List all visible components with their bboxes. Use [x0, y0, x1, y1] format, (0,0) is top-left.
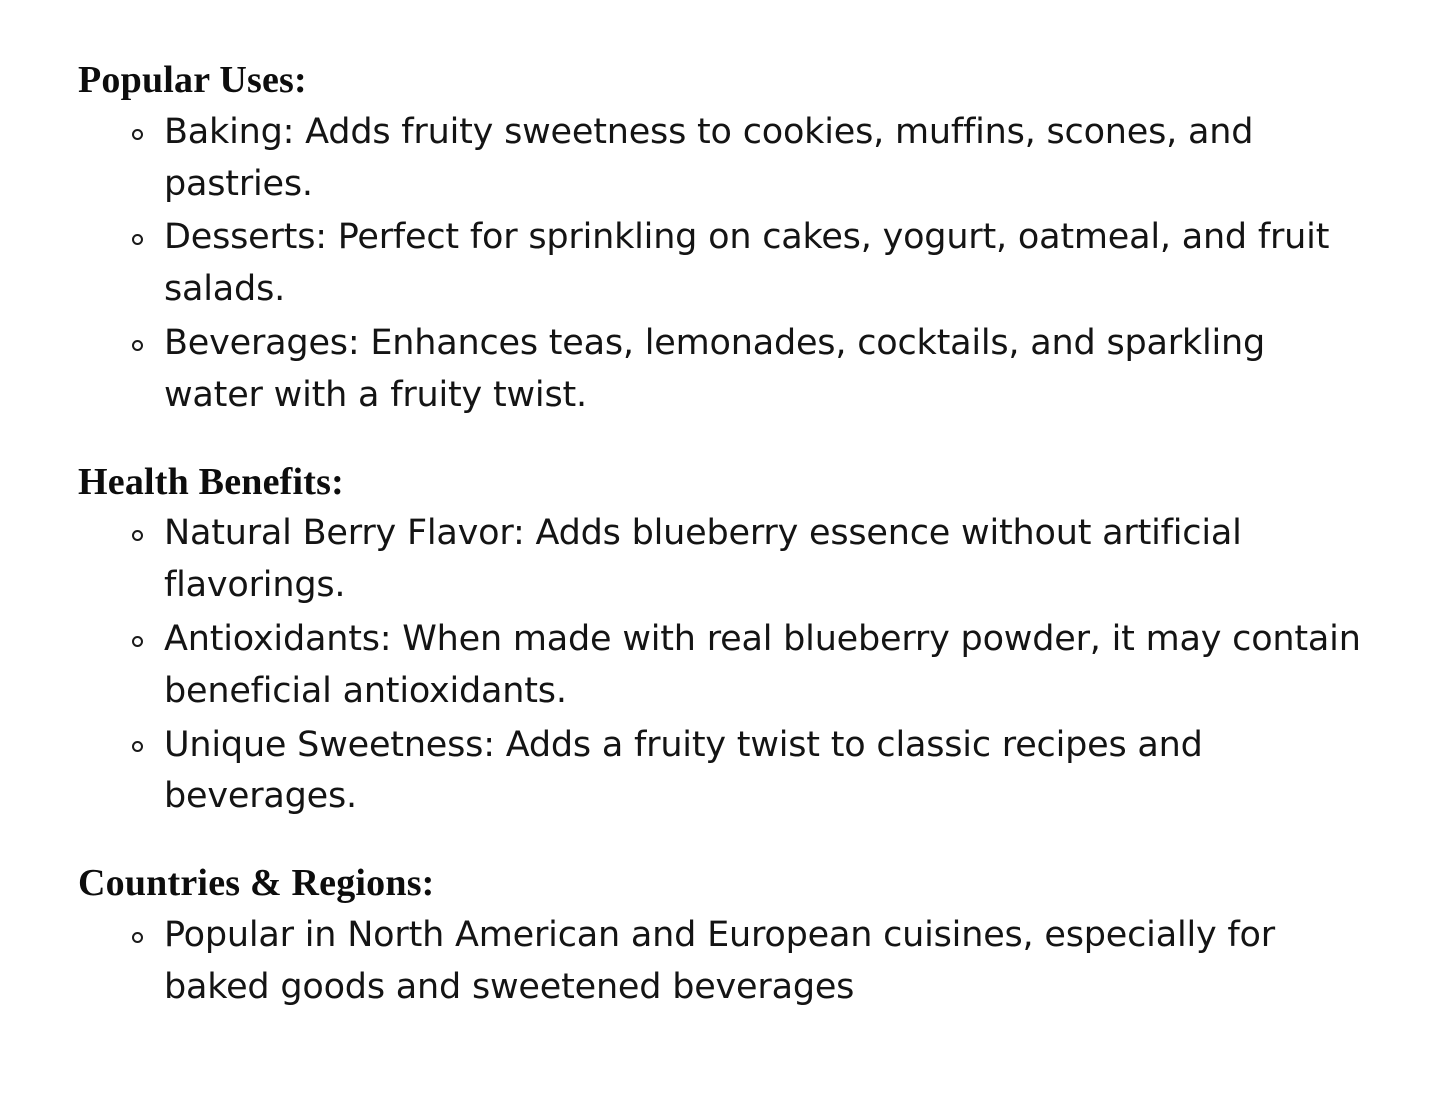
bullet-circle-icon	[132, 636, 143, 647]
bullet-circle-icon	[132, 234, 143, 245]
list-item-text: Beverages: Enhances teas, lemonades, cocktails, and sparkling water with a fruity twist.	[164, 323, 1266, 415]
list-item	[126, 720, 1365, 824]
section-popular-uses	[78, 58, 1365, 422]
section-countries-regions	[78, 861, 1365, 1013]
list-item-text: Baking: Adds fruity sweetness to cookies, muffins, scones, and pastries.	[164, 111, 1254, 204]
list-item	[126, 508, 1365, 612]
bullet-circle-icon	[132, 340, 143, 351]
bullet-circle-icon	[132, 129, 143, 140]
section-heading-popular-uses: Popular Uses:	[78, 59, 307, 101]
bullet-circle-icon	[132, 741, 143, 752]
list-health-benefits	[78, 508, 1365, 823]
list-item	[126, 212, 1365, 316]
list-item-text: Desserts: Perfect for sprinkling on cakes, yogurt, oatmeal, and fruit salads.	[164, 217, 1330, 310]
list-item-text: Antioxidants: When made with real blueberry powder, it may contain beneficial antioxidants.	[164, 619, 1361, 711]
section-heading-health-benefits: Health Benefits:	[78, 460, 344, 503]
list-countries-regions	[78, 910, 1365, 1014]
list-item-text: Unique Sweetness: Adds a fruity twist to classic recipes and beverages.	[164, 724, 1203, 817]
section-health-benefits	[78, 460, 1365, 824]
list-item	[126, 614, 1365, 718]
list-item-text: Natural Berry Flavor: Adds blueberry essence without artificial flavorings.	[164, 513, 1242, 606]
list-item	[126, 318, 1365, 422]
list-popular-uses	[78, 107, 1365, 422]
bullet-circle-icon	[132, 932, 143, 943]
list-item	[126, 910, 1365, 1014]
list-item-text: Popular in North American and European cuisines, especially for baked goods and sweetened beverages	[164, 915, 1275, 1007]
bullet-circle-icon	[132, 530, 143, 541]
list-item	[126, 107, 1365, 211]
section-heading-countries-regions: Countries & Regions:	[78, 862, 435, 905]
